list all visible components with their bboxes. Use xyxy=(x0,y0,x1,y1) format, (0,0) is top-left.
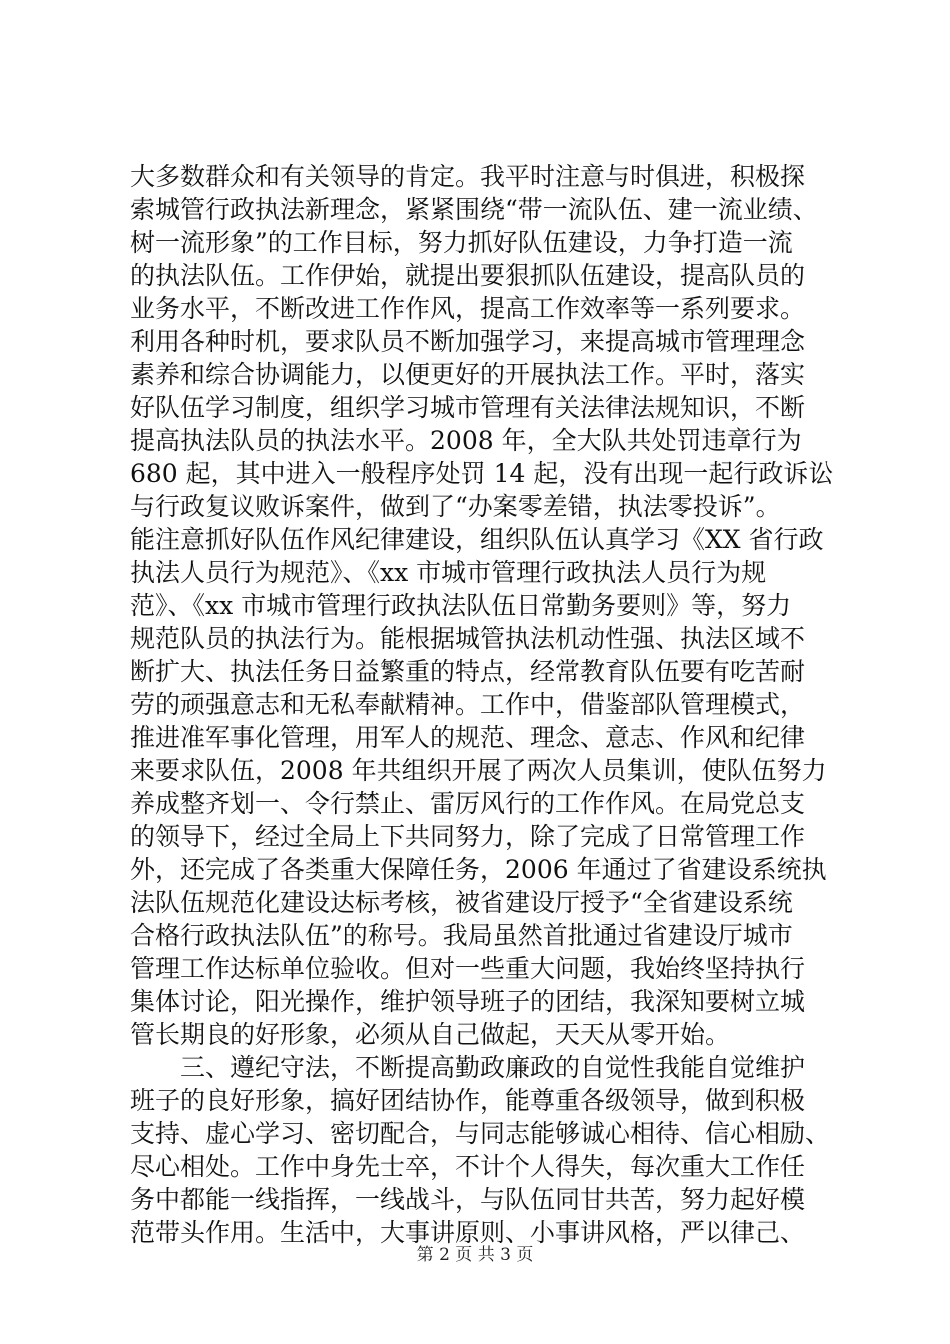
text-line: 尽心相处。工作中身先士卒，不计个人得失，每次重大工作任 xyxy=(130,1152,806,1181)
text-line: 推进准军事化管理，用军人的规范、理念、意志、作风和纪律 xyxy=(130,723,806,752)
text-line: 养成整齐划一、令行禁止、雷厉风行的工作作风。在局党总支 xyxy=(130,789,806,818)
text-line: 利用各种时机，要求队员不断加强学习，来提高城市管理理念 xyxy=(130,327,806,356)
text-line: 680 起，其中进入一般程序处罚 14 起，没有出现一起行政诉讼 xyxy=(130,459,834,488)
text-line: 大多数群众和有关领导的肯定。我平时注意与时俱进，积极探 xyxy=(130,162,806,191)
text-line: 范带头作用。生活中，大事讲原则、小事讲风格，严以律己、 xyxy=(130,1218,806,1247)
text-line: 务中都能一线指挥，一线战斗，与队伍同甘共苦，努力起好模 xyxy=(130,1185,806,1214)
text-line: 能注意抓好队伍作风纪律建设，组织队伍认真学习《XX 省行政 xyxy=(130,525,824,554)
document-body xyxy=(130,160,834,1249)
text-line: 班子的良好形象，搞好团结协作，能尊重各级领导，做到积极 xyxy=(130,1086,806,1115)
text-line: 与行政复议败诉案件，做到了“办案零差错，执法零投诉”。 xyxy=(130,492,781,521)
text-line: 业务水平，不断改进工作作风，提高工作效率等一系列要求。 xyxy=(130,294,806,323)
text-line: 规范队员的执法行为。能根据城管执法机动性强、执法区域不 xyxy=(130,624,806,653)
text-line: 支持、虚心学习、密切配合，与同志能够诚心相待、信心相励、 xyxy=(130,1119,831,1148)
text-line: 断扩大、执法任务日益繁重的特点，经常教育队伍要有吃苦耐 xyxy=(130,657,806,686)
text-line: 来要求队伍，2008 年共组织开展了两次人员集训，使队伍努力 xyxy=(130,756,827,785)
paragraph xyxy=(130,160,834,1051)
text-line: 树一流形象”的工作目标，努力抓好队伍建设，力争打造一流 xyxy=(130,228,793,257)
text-line: 集体讨论，阳光操作，维护领导班子的团结，我深知要树立城 xyxy=(130,987,806,1016)
text-line: 法队伍规范化建设达标考核，被省建设厅授予“全省建设系统 xyxy=(130,888,793,917)
text-line: 管长期良的好形象，必须从自己做起，天天从零开始。 xyxy=(130,1020,731,1049)
text-line: 劳的顽强意志和无私奉献精神。工作中，借鉴部队管理模式， xyxy=(130,690,806,719)
text-line: 外，还完成了各类重大保障任务，2006 年通过了省建设系统执 xyxy=(130,855,827,884)
page-footer: 第 2 页 共 3 页 xyxy=(416,1245,534,1265)
text-line: 好队伍学习制度，组织学习城市管理有关法律法规知识，不断 xyxy=(130,393,806,422)
text-line: 素养和综合协调能力，以便更好的开展执法工作。平时，落实 xyxy=(130,360,806,389)
paragraph xyxy=(130,1051,830,1249)
text-line: 的执法队伍。工作伊始，就提出要狠抓队伍建设，提高队员的 xyxy=(130,261,806,290)
text-line: 合格行政执法队伍”的称号。我局虽然首批通过省建设厅城市 xyxy=(130,921,793,950)
text-line: 的领导下，经过全局上下共同努力，除了完成了日常管理工作 xyxy=(130,822,806,851)
text-line: 范》、《xx 市城市管理行政执法队伍日常勤务要则》等，努力 xyxy=(130,591,792,620)
text-line: 管理工作达标单位验收。但对一些重大问题，我始终坚持执行 xyxy=(130,954,806,983)
text-line: 提高执法队员的执法水平。2008 年，全大队共处罚违章行为 xyxy=(130,426,802,455)
text-line: 索城管行政执法新理念，紧紧围绕“带一流队伍、建一流业绩、 xyxy=(130,195,818,224)
text-line: 三、遵纪守法，不断提高勤政廉政的自觉性我能自觉维护 xyxy=(180,1053,806,1082)
text-line: 执法人员行为规范》、《xx 市城市管理行政执法人员行为规 xyxy=(130,558,767,587)
